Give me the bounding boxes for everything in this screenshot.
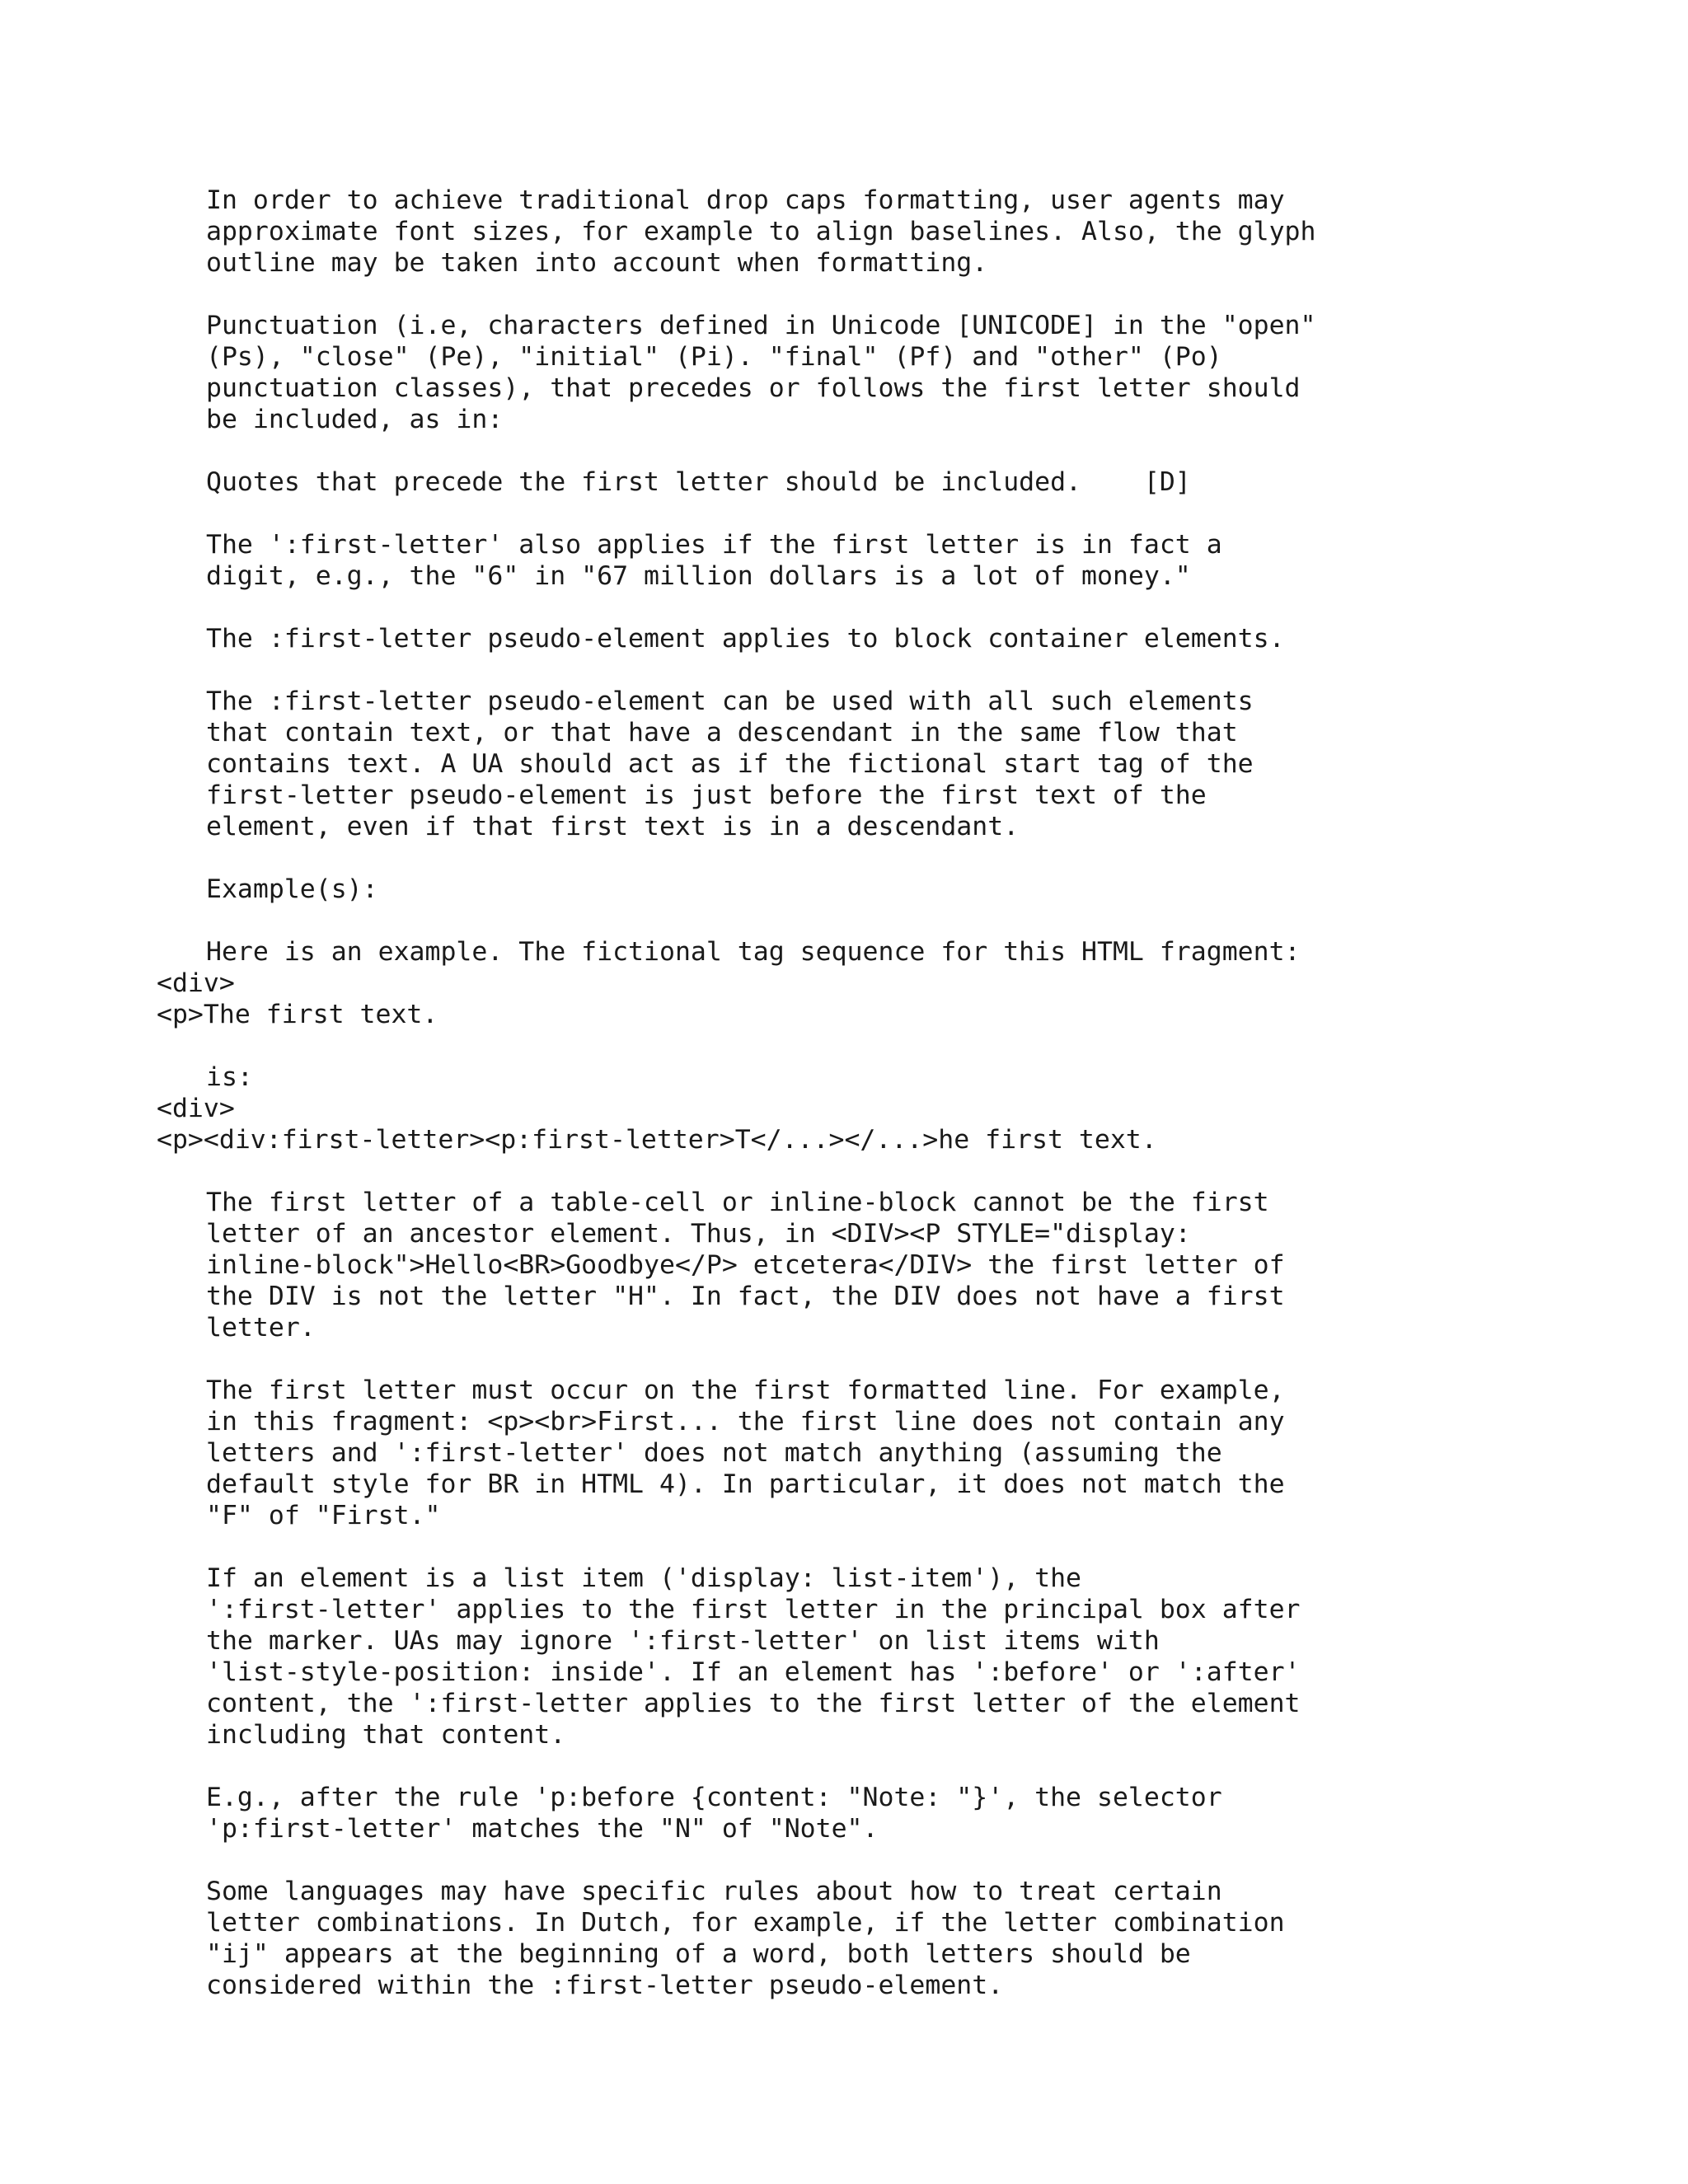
text-line: element, even if that first text is in a descendant. [206,812,1020,841]
text-line: first-letter pseudo-element is just before the first text of the [206,780,1207,810]
text-line: "F" of "First." [206,1501,441,1530]
text-line: that contain text, or that have a descendant in the same flow that [206,718,1238,748]
text-line: the marker. UAs may ignore ':first-letter' on list items with [206,1626,1160,1656]
paragraph-drop-caps [206,185,1316,279]
text-line: The first letter must occur on the first formatted line. For example, [206,1376,1285,1405]
paragraph-dutch-ij [206,1876,1285,2001]
text-line: Here is an example. The fictional tag sequence for this HTML fragment: [206,937,1301,967]
paragraph-quotes-example [206,466,1191,498]
text-line: The ':first-letter' also applies if the first letter is in fact a [206,530,1222,560]
text-line: letter. [206,1313,316,1343]
text-line: in this fragment: <p><br>First... the first line does not contain any [206,1407,1285,1436]
text-line: content, the ':first-letter applies to the first letter of the element [206,1689,1301,1718]
text-line: The first letter of a table-cell or inline-block cannot be the first [206,1188,1269,1217]
text-line: letter of an ancestor element. Thus, in <DIV><P STYLE="display: [206,1219,1191,1249]
paragraph-table-cell [206,1187,1285,1343]
paragraph-list-item [206,1563,1301,1750]
paragraph-examples-heading [206,874,378,905]
text-line: default style for BR in HTML 4). In particular, it does not match the [206,1469,1285,1499]
text-line: (Ps), "close" (Pe), "initial" (Pi). "final" (Pf) and "other" (Po) [206,342,1222,372]
paragraph-fictional-tag [206,686,1254,842]
paragraph-is [206,1062,253,1093]
text-line: Example(s): [206,874,378,904]
text-line: letters and ':first-letter' does not match anything (assuming the [206,1438,1222,1468]
text-line: Quotes that precede the first letter should be included. [D] [206,467,1191,497]
paragraph-block-container [206,623,1285,654]
text-line: <p>The first text. [157,1000,438,1029]
text-line: be included, as in: [206,405,504,434]
text-line: outline may be taken into account when formatting. [206,248,988,278]
text-line: E.g., after the rule 'p:before {content: "Note: "}', the selector [206,1783,1222,1812]
text-line: inline-block">Hello<BR>Goodbye</P> etcetera</DIV> the first letter of [206,1250,1285,1280]
text-line: considered within the :first-letter pseudo-element. [206,1971,1004,2000]
text-line: "ij" appears at the beginning of a word, both letters should be [206,1939,1191,1969]
text-line: contains text. A UA should act as if the fictional start tag of the [206,749,1254,779]
text-line: The :first-letter pseudo-element can be used with all such elements [206,687,1254,716]
text-line: The :first-letter pseudo-element applies to block container elements. [206,624,1285,654]
text-line: 'p:first-letter' matches the "N" of "Note". [206,1814,879,1844]
text-line: punctuation classes), that precedes or follows the first letter should [206,373,1301,403]
text-line: Some languages may have specific rules about how to treat certain [206,1877,1222,1906]
text-line: including that content. [206,1720,566,1750]
text-line: In order to achieve traditional drop caps formatting, user agents may [206,185,1285,215]
text-line: Punctuation (i.e, characters defined in Unicode [UNICODE] in the "open" [206,311,1316,340]
text-line: ':first-letter' applies to the first letter in the principal box after [206,1595,1301,1624]
paragraph-digit [206,529,1222,592]
code-html-fragment [157,968,438,1030]
text-line: <p><div:first-letter><p:first-letter>T</...></...>he first text. [157,1125,1157,1155]
paragraph-before-rule [206,1782,1222,1844]
text-line: If an element is a list item ('display: list-item'), the [206,1563,1082,1593]
code-fictional-sequence [157,1093,1157,1155]
text-line: 'list-style-position: inside'. If an element has ':before' or ':after' [206,1657,1301,1687]
text-line: is: [206,1062,253,1092]
text-line: <div> [157,1094,235,1123]
text-line: approximate font sizes, for example to align baselines. Also, the glyph [206,217,1316,246]
paragraph-example-intro [206,936,1301,968]
text-line: the DIV is not the letter "H". In fact, the DIV does not have a first [206,1282,1285,1311]
text-line: <div> [157,968,235,998]
text-line: digit, e.g., the "6" in "67 million dollars is a lot of money." [206,561,1191,591]
paragraph-punctuation [206,310,1316,435]
text-line: letter combinations. In Dutch, for example, if the letter combination [206,1908,1285,1938]
paragraph-first-formatted-line [206,1375,1285,1531]
